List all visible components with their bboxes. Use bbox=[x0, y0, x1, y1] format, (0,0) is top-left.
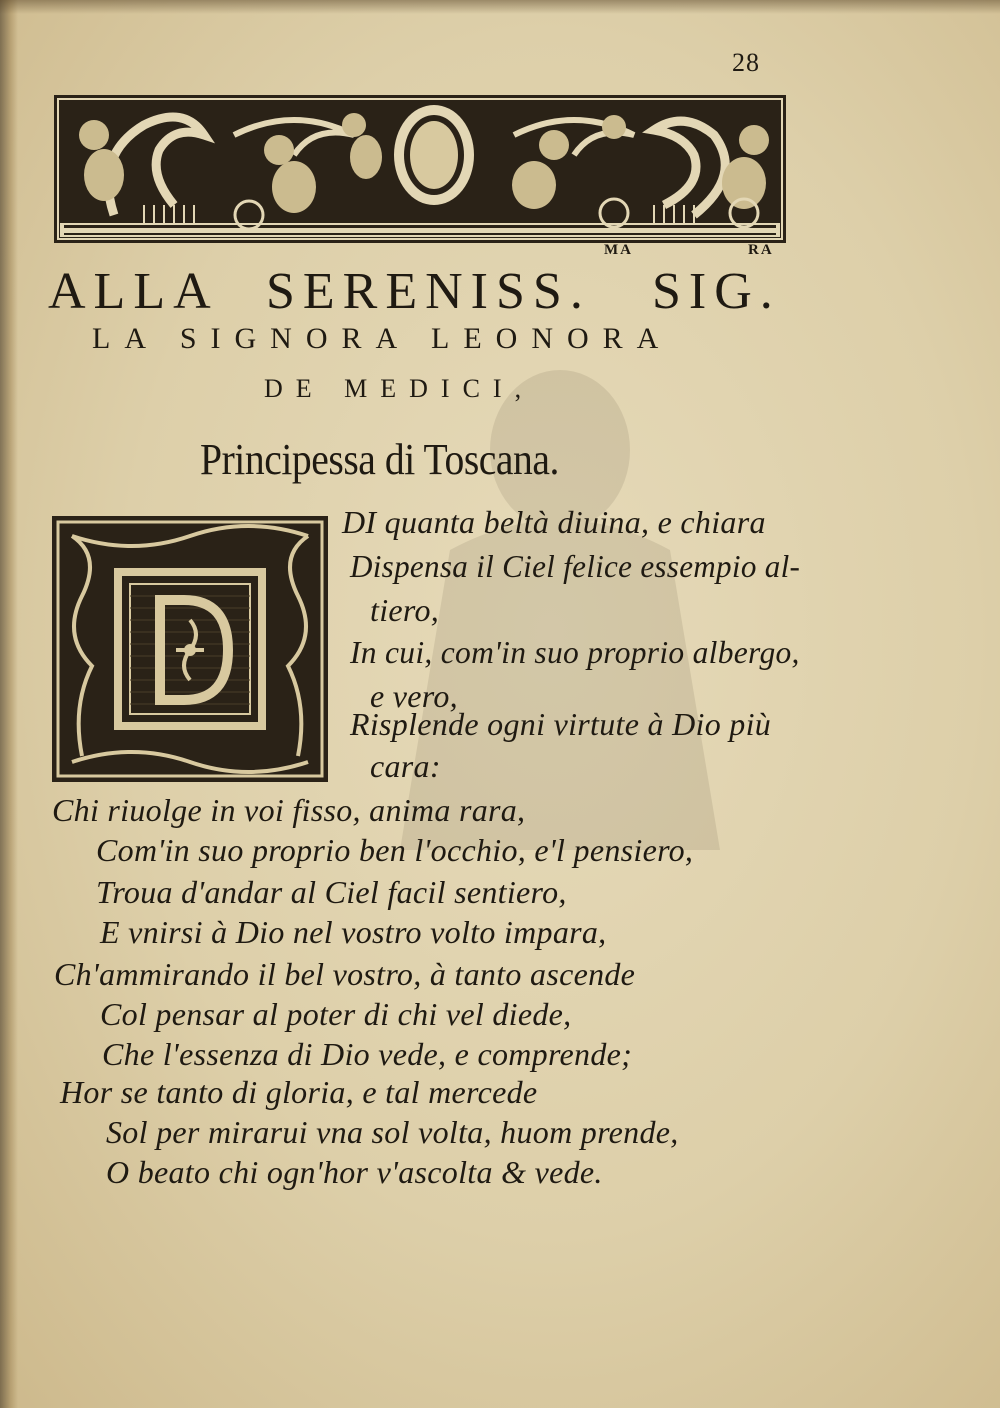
dedication-sereniss: SERENISS. bbox=[266, 263, 591, 320]
verse-line-3: tiero, bbox=[370, 592, 440, 628]
dedication-line-1 bbox=[48, 242, 808, 326]
verse-line-17: O beato chi ogn'hor v'ascolta & vede. bbox=[106, 1154, 603, 1190]
verse-line-8: Chi riuolge in voi fisso, anima rara, bbox=[52, 792, 526, 828]
page-number: 28 bbox=[732, 48, 760, 77]
dedication-sig: SIG. bbox=[652, 263, 781, 320]
verse-line-1: DI quanta beltà diuina, e chiara bbox=[342, 504, 766, 540]
verse-line-4: In cui, com'in suo proprio albergo, bbox=[350, 634, 800, 670]
verse-line-16: Sol per mirarui vna sol volta, huom prende, bbox=[106, 1114, 679, 1150]
verse-line-6: Risplende ogni virtute à Dio più bbox=[350, 706, 772, 742]
verse-line-13: Col pensar al poter di chi vel diede, bbox=[100, 996, 572, 1032]
verse-line-10: Troua d'andar al Ciel facil sentiero, bbox=[96, 874, 567, 910]
verse-line-14: Che l'essenza di Dio vede, e comprende; bbox=[102, 1036, 633, 1072]
decorated-initial-icon bbox=[52, 516, 328, 782]
dedication-superscript-ra: RA bbox=[748, 242, 774, 258]
verse-line-9: Com'in suo proprio ben l'occhio, e'l pensiero, bbox=[96, 832, 694, 868]
verse-line-5: e vero, bbox=[370, 678, 458, 714]
dedication-line-4: Principessa di Toscana. bbox=[200, 435, 559, 484]
verse-line-15: Hor se tanto di gloria, e tal mercede bbox=[60, 1074, 538, 1110]
woodcut-headpiece-icon bbox=[54, 95, 786, 243]
verse-line-2: Dispensa il Ciel felice essempio al- bbox=[350, 548, 801, 584]
dedication-line-2: LA SIGNORA LEONORA bbox=[92, 322, 673, 355]
dedication-line-3: DE MEDICI, bbox=[264, 374, 535, 403]
dedication-alla: ALLA bbox=[48, 263, 219, 320]
verse-line-12: Ch'ammirando il bel vostro, à tanto ascende bbox=[54, 956, 636, 992]
verse-line-7: cara: bbox=[370, 748, 441, 784]
verse-line-11: E vnirsi à Dio nel vostro volto impara, bbox=[100, 914, 607, 950]
dedication-superscript-ma: MA bbox=[604, 242, 633, 258]
